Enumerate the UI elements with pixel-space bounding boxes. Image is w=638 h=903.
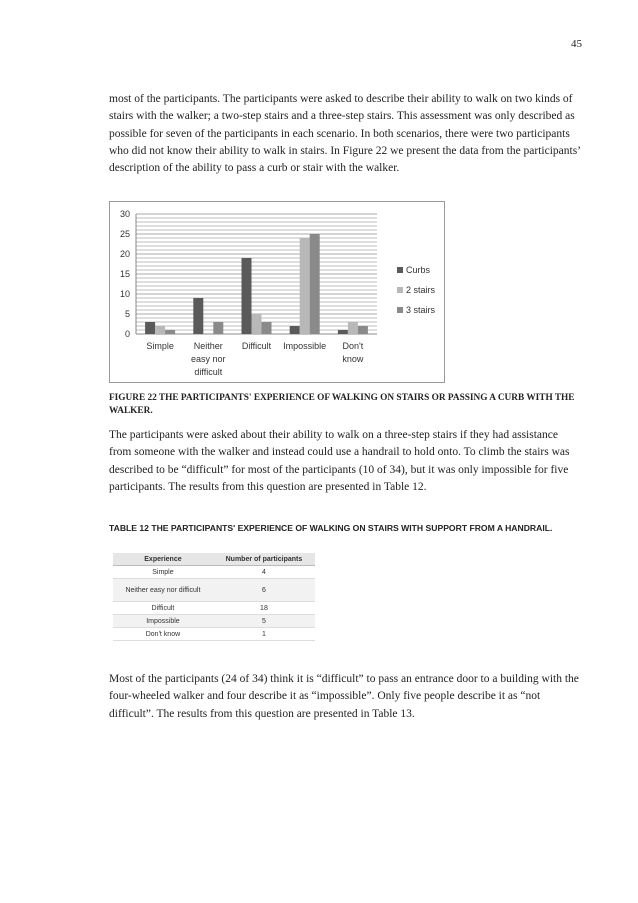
- row-experience: Neither easy nor difficult: [113, 579, 213, 602]
- x-tick-label: Difficult: [241, 341, 272, 351]
- bar: [310, 234, 320, 334]
- y-tick-label: 0: [124, 329, 130, 339]
- bar: [165, 330, 175, 334]
- y-tick-label: 10: [119, 289, 130, 299]
- legend-swatch: [397, 267, 403, 273]
- bar: [300, 238, 310, 334]
- legend-label: Curbs: [406, 265, 431, 275]
- row-experience: Difficult: [113, 602, 213, 615]
- bar: [213, 322, 223, 334]
- table-row: [113, 602, 315, 615]
- bar: [252, 314, 262, 334]
- x-tick-label: Simple: [146, 341, 174, 351]
- paragraph-entrance: Most of the participants (24 of 34) think it is “difficult” to pass an entrance door to a building with the four-wheeled walker and four describe it as “impossible”. Only five people describe it as “not difficult”. The results from this question are presented in Table 13.: [109, 673, 579, 720]
- y-tick-label: 15: [119, 269, 130, 279]
- y-tick-label: 30: [119, 209, 130, 219]
- x-tick-label: Neither easy nor difficult: [191, 341, 226, 377]
- row-count: 5: [213, 615, 315, 628]
- row-experience: Simple: [113, 566, 213, 579]
- page-number: 45: [571, 38, 582, 50]
- y-tick-label: 20: [119, 249, 130, 259]
- table-caption: TABLE 12 THE PARTICIPANTS' EXPERIENCE OF WALKING ON STAIRS WITH SUPPORT FROM A HANDRAIL.: [109, 523, 553, 533]
- chart-svg: [110, 202, 446, 384]
- bar: [358, 326, 368, 334]
- figure-caption: FIGURE 22 THE PARTICIPANTS' EXPERIENCE OF WALKING ON STAIRS OR PASSING A CURB WITH THE WALKER.: [109, 393, 575, 416]
- paragraph-intro: most of the participants. The participants were asked to describe their ability to walk on two kinds of stairs with the walker; a two-step stairs and a three-step stairs. This assessment was only described as possible for seven of the participants in each scenario. In both scenarios, there were two participants who did not know their ability to walk in stairs. In Figure 22 we present the data from the participants’ description of the ability to pass a curb or stair with the walker.: [109, 93, 581, 175]
- bar: [338, 330, 348, 334]
- paragraph-handrail: The participants were asked about their ability to walk on a three-step stairs if they had assistance from someone with the walker and instead could use a handrail to hold onto. To climb the stairs was described to be “difficult” for most of the participants (10 of 34), but it was only impossible for five participants. The results from this question are presented in Table 12.: [109, 429, 570, 493]
- x-tick-label: Don't know: [342, 341, 364, 364]
- header-experience: Experience: [113, 553, 213, 566]
- bar: [290, 326, 300, 334]
- results-table: [113, 553, 315, 641]
- row-count: 18: [213, 602, 315, 615]
- table-row: [113, 628, 315, 641]
- legend-swatch: [397, 307, 403, 313]
- row-experience: Don't know: [113, 628, 213, 641]
- legend-swatch: [397, 287, 403, 293]
- table-row: [113, 579, 315, 602]
- legend-label: 3 stairs: [406, 305, 436, 315]
- bar: [242, 258, 252, 334]
- table-header-row: [113, 553, 315, 566]
- row-count: 6: [213, 579, 315, 602]
- x-tick-label: Impossible: [283, 341, 327, 351]
- row-count: 1: [213, 628, 315, 641]
- bar-chart: [109, 201, 445, 383]
- y-tick-label: 25: [119, 229, 130, 239]
- bar: [155, 326, 165, 334]
- table-row: [113, 615, 315, 628]
- bar: [145, 322, 155, 334]
- row-count: 4: [213, 566, 315, 579]
- row-experience: Impossible: [113, 615, 213, 628]
- table-row: [113, 566, 315, 579]
- legend-label: 2 stairs: [406, 285, 436, 295]
- bar: [193, 298, 203, 334]
- bar: [262, 322, 272, 334]
- bar: [348, 322, 358, 334]
- header-count: Number of participants: [213, 553, 315, 566]
- y-tick-label: 5: [124, 309, 130, 319]
